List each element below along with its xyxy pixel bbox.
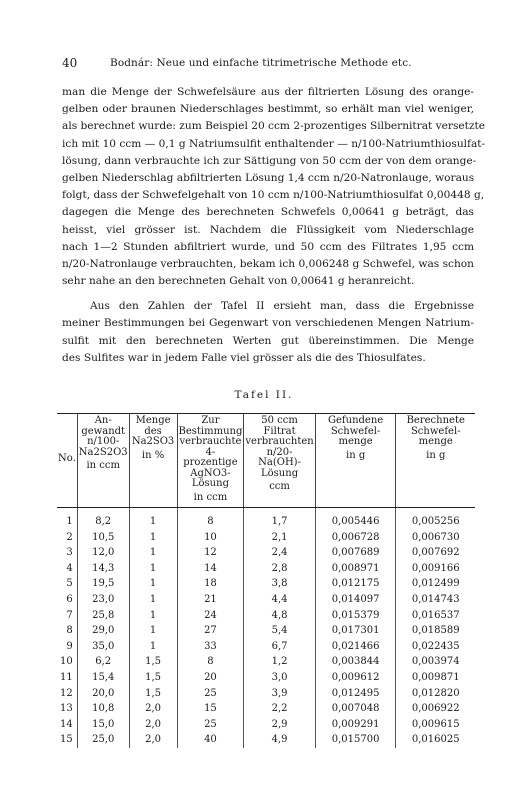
text-line: sehr nahe an den berechneten Gehalt von 0,00641 g heranreicht. (62, 275, 415, 288)
table-cell: 0,016025 (396, 732, 475, 748)
column-header (244, 414, 315, 508)
table-cell: 9 (66, 640, 73, 652)
table-cell: 0,005446 (315, 508, 396, 530)
table-cell: 18 (177, 576, 244, 592)
column-header (396, 414, 475, 508)
table-cell: 4,9 (244, 732, 315, 748)
table-cell: 27 (177, 623, 244, 639)
table-cell: 4,4 (244, 592, 315, 608)
table-cell: 2,0 (129, 732, 177, 748)
table-cell: 24 (177, 608, 244, 624)
table-cell: 0,012499 (396, 576, 475, 592)
table-cell: 3 (66, 547, 73, 559)
table-cell: 2,1 (244, 530, 315, 546)
text-line: n/20-Natronlauge verbrauchten, bekam ich 0,006248 g Schwefel, was schon (62, 257, 474, 270)
text-line: sulfit mit den berechneten Werten gut übereinstimmen. Die Menge (62, 334, 474, 347)
table-cell: 8,2 (77, 508, 129, 530)
table-cell: 0,006922 (396, 701, 475, 717)
table-cell: 2,4 (244, 545, 315, 561)
table-row (57, 717, 475, 733)
table-cell: 14,3 (77, 561, 129, 577)
paragraph-1 (62, 84, 486, 290)
table-cell: 2,0 (129, 717, 177, 733)
column-header-unit: in g (426, 449, 446, 461)
table-cell: 6,7 (244, 639, 315, 655)
table-row (57, 732, 475, 748)
column-header-unit: ccm (269, 481, 290, 492)
paragraph-2 (62, 298, 474, 367)
table-cell: 2,2 (244, 701, 315, 717)
table-cell: 25,0 (77, 732, 129, 748)
text-line: folgt, dass der Schwefelgehalt von 10 ccm n/100-Natriumthiosulfat 0,00448 g, (62, 189, 485, 202)
table-cell: 15,0 (77, 717, 129, 733)
table-cell: 29,0 (77, 623, 129, 639)
table-cell: 4 (66, 562, 73, 574)
table-cell: 0,015700 (315, 732, 396, 748)
table-row (57, 670, 475, 686)
table-cell: 7 (66, 609, 73, 621)
column-header (129, 414, 177, 508)
table-caption: Tafel II. (234, 389, 294, 401)
column-header-label: Zur Bestimmung verbrauchte 4-prozentige AgNO3-Lösung (178, 415, 243, 489)
table-cell: 10 (60, 656, 73, 668)
table-cell: 14 (60, 718, 73, 730)
table-cell: 25 (177, 686, 244, 702)
table-cell: 1 (129, 561, 177, 577)
table-cell: 0,003974 (396, 654, 475, 670)
table-cell: 2 (66, 531, 73, 543)
table-body (57, 508, 475, 748)
table-cell: 0,021466 (315, 639, 396, 655)
table-cell: 15 (177, 701, 244, 717)
table-row (57, 592, 475, 608)
table-cell: 0,015379 (315, 608, 396, 624)
text-line: lösung, dann verbrauchte ich zur Sättigung von 50 ccm der von dem orange- (62, 154, 477, 167)
table-cell: 8 (177, 654, 244, 670)
text-line: heisst, viel grösser ist. Nachdem die Flüssigkeit vom Niederschlage (62, 223, 474, 236)
table-cell: 0,014097 (315, 592, 396, 608)
column-header-label: An- gewandt n/100- Na2S2O3 (78, 415, 128, 458)
table-cell: 10 (177, 530, 244, 546)
table-cell: 0,012175 (315, 576, 396, 592)
table-row (57, 530, 475, 546)
column-header (57, 414, 77, 508)
table-row (57, 545, 475, 561)
table-cell: 1 (129, 545, 177, 561)
text-line: ich mit 10 ccm — 0,1 g Natriumsulfit enthaltender — n/100-Natriumthiosulfat- (62, 137, 486, 150)
table-cell: 1 (129, 639, 177, 655)
table-cell: 0,009291 (315, 717, 396, 733)
table-cell: 20 (177, 670, 244, 686)
table-cell: 1 (129, 530, 177, 546)
table-cell: 0,012495 (315, 686, 396, 702)
table-cell: 3,9 (244, 686, 315, 702)
table-cell: 21 (177, 592, 244, 608)
table-cell: 5 (66, 578, 73, 590)
table-cell: 12 (60, 687, 73, 699)
table-cell: 6,2 (77, 654, 129, 670)
table-cell: 2,9 (244, 717, 315, 733)
table-cell: 0,008971 (315, 561, 396, 577)
table-cell: 11 (60, 671, 73, 683)
table-cell: 0,007048 (315, 701, 396, 717)
table-cell: 0,009166 (396, 561, 475, 577)
column-header-label: Menge des Na2SO3 (131, 415, 175, 447)
page-number: 40 (62, 56, 78, 70)
table-cell: 0,006730 (396, 530, 475, 546)
tafel-ii-table (57, 413, 475, 748)
column-header (77, 414, 129, 508)
table-cell: 19,5 (77, 576, 129, 592)
table-cell: 35,0 (77, 639, 129, 655)
table-cell: 33 (177, 639, 244, 655)
table-cell: 1 (129, 623, 177, 639)
table-cell: 0,009615 (396, 717, 475, 733)
column-header (177, 414, 244, 508)
table-header-row (57, 414, 475, 508)
table-cell: 25,8 (77, 608, 129, 624)
table-cell: 0,012820 (396, 686, 475, 702)
table-cell: 40 (177, 732, 244, 748)
table-row (57, 654, 475, 670)
table-row (57, 701, 475, 717)
table-row (57, 508, 475, 530)
table-cell: 2,0 (129, 701, 177, 717)
column-header-unit: in ccm (193, 491, 228, 503)
table-cell: 8 (177, 508, 244, 530)
table-cell: 12 (177, 545, 244, 561)
table-cell: 15,4 (77, 670, 129, 686)
table-cell: 1 (129, 576, 177, 592)
table-cell: 1 (129, 592, 177, 608)
text-line: dagegen die Menge des berechneten Schwefels 0,00641 g beträgt, das (62, 206, 474, 219)
table-row (57, 561, 475, 577)
table-cell: 1,5 (129, 670, 177, 686)
table-cell: 0,016537 (396, 608, 475, 624)
table-cell: 1 (129, 508, 177, 530)
table-cell: 1 (129, 608, 177, 624)
column-header-label: Berechnete Schwefel- menge (406, 415, 465, 447)
text-line: des Sulfites war in jedem Falle viel grösser als die des Thiosulfates. (62, 351, 426, 364)
table-cell: 1,7 (244, 508, 315, 530)
table-cell: 12,0 (77, 545, 129, 561)
column-header-label: 50 ccm Filtrat verbrauchten n/20-Na(OH)- Lösung (245, 415, 314, 479)
table-cell: 1 (66, 516, 73, 527)
table-cell: 0,007692 (396, 545, 475, 561)
column-header-unit: in % (141, 449, 165, 461)
text-line: gelben oder braunen Niederschlages bestimmt, so erhält man viel weniger, (62, 103, 474, 116)
table-row (57, 623, 475, 639)
table-cell: 5,4 (244, 623, 315, 639)
table-cell: 3,0 (244, 670, 315, 686)
table-cell: 1,5 (129, 686, 177, 702)
table-cell: 10,8 (77, 701, 129, 717)
text-line: man die Menge der Schwefelsäure aus der filtrierten Lösung des orange- (62, 86, 474, 98)
table-cell: 0,003844 (315, 654, 396, 670)
table-cell: 0,018589 (396, 623, 475, 639)
table-cell: 0,009612 (315, 670, 396, 686)
table-cell: 23,0 (77, 592, 129, 608)
column-header-unit: in g (346, 449, 366, 461)
column-header-label: No. (58, 453, 76, 465)
table-cell: 0,006728 (315, 530, 396, 546)
table-cell: 20,0 (77, 686, 129, 702)
column-header-unit: in ccm (86, 460, 120, 471)
text-line: Aus den Zahlen der Tafel II ersieht man, dass die Ergebnisse (90, 300, 474, 313)
table-row (57, 576, 475, 592)
column-header (315, 414, 396, 508)
table-cell: 15 (60, 734, 73, 746)
table-cell: 0,009871 (396, 670, 475, 686)
text-line: als berechnet wurde: zum Beispiel 20 ccm 2-prozentiges Silbernitrat versetzte (62, 120, 486, 133)
text-line: meiner Bestimmungen bei Gegenwart von verschiedenen Mengen Natrium- (62, 317, 474, 330)
table-cell: 1,2 (244, 654, 315, 670)
table-cell: 10,5 (77, 530, 129, 546)
table-cell: 0,005256 (396, 508, 475, 530)
table-cell: 4,8 (244, 608, 315, 624)
table-cell: 8 (66, 625, 73, 637)
table-cell: 3,8 (244, 576, 315, 592)
table-cell: 0,014743 (396, 592, 475, 608)
table-cell: 0,022435 (396, 639, 475, 655)
table-cell: 25 (177, 717, 244, 733)
table-row (57, 686, 475, 702)
table-cell: 1,5 (129, 654, 177, 670)
table-cell: 0,007689 (315, 545, 396, 561)
page-header (62, 56, 472, 72)
column-header-label: Gefundene Schwefel- menge (328, 415, 384, 447)
table-cell: 6 (66, 593, 73, 605)
table-row (57, 608, 475, 624)
table-cell: 0,017301 (315, 623, 396, 639)
table-cell: 13 (60, 703, 73, 715)
running-head: Bodnár: Neue und einfache titrimetrische Methode etc. (110, 57, 412, 69)
table-cell: 14 (177, 561, 244, 577)
body-text (62, 84, 486, 367)
table-row (57, 639, 475, 655)
table-cell: 2,8 (244, 561, 315, 577)
text-line: gelben Niederschlag abfiltrierten Lösung 1,4 ccm n/20-Natronlauge, woraus (62, 171, 475, 184)
text-line: nach 1—2 Stunden abfiltriert wurde, und 50 ccm des Filtrates 1,95 ccm (62, 240, 474, 253)
